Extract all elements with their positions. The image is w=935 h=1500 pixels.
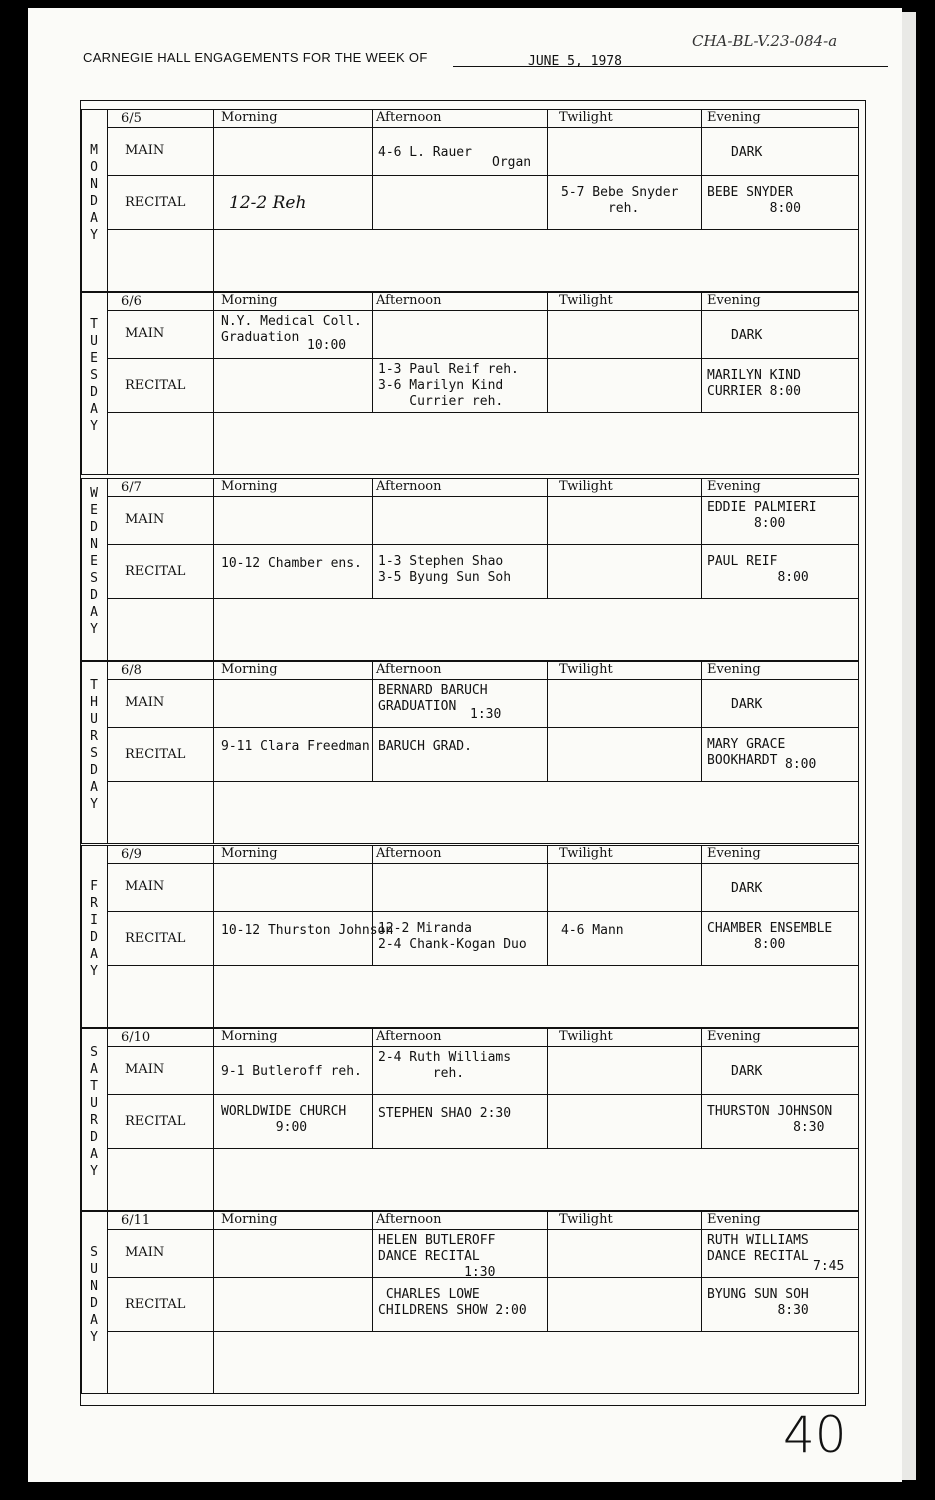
day-name-vertical — [81, 677, 107, 813]
day-letter: T — [90, 317, 98, 332]
day-letter: A — [90, 1061, 98, 1077]
day-letter: Y — [90, 1329, 98, 1345]
recital-row-line — [107, 412, 859, 413]
cell-recital-morning: 12-2 Reh — [229, 193, 307, 213]
day-name-vertical — [81, 485, 107, 638]
row-label-recital: RECITAL — [125, 747, 186, 762]
column-morning: Morning — [221, 479, 278, 494]
column-evening: Evening — [707, 846, 761, 861]
day-block — [81, 109, 859, 292]
day-letter: U — [90, 1261, 98, 1277]
column-twilight: Twilight — [559, 1212, 613, 1227]
day-letter: D — [90, 1295, 98, 1311]
day-letter: T — [90, 677, 98, 693]
day-letter: U — [90, 1095, 98, 1111]
day-name-vertical — [81, 142, 107, 244]
day-letter: S — [90, 745, 98, 761]
cell-main-afternoon: 2-4 Ruth Williams reh. — [378, 1050, 512, 1081]
day-block — [81, 292, 859, 475]
divider-days — [107, 292, 108, 475]
day-letter: A — [90, 1146, 98, 1162]
main-row-line — [107, 1094, 859, 1095]
day-letter: D — [90, 929, 98, 945]
cell-main-morning: N.Y. Medical Coll. Graduation — [221, 314, 362, 345]
divider-days — [107, 478, 108, 661]
cell-recital-twilight: 5-7 Bebe Snyder reh. — [561, 185, 679, 216]
column-twilight: Twilight — [559, 110, 613, 125]
divider-days — [107, 661, 108, 844]
header-row-line — [107, 1046, 859, 1047]
header-title: CARNEGIE HALL ENGAGEMENTS FOR THE WEEK OF — [83, 50, 428, 65]
header-row-line — [107, 310, 859, 311]
day-letter: D — [90, 588, 98, 603]
cell-recital-afternoon: STEPHEN SHAO 2:30 — [378, 1106, 512, 1121]
main-row-line — [107, 175, 859, 176]
cell-recital-twilight: 4-6 Mann — [561, 923, 624, 938]
cell-recital-afternoon: CHARLES LOWE CHILDRENS SHOW 2:00 — [378, 1287, 527, 1318]
day-date: 6/6 — [121, 294, 142, 309]
day-letter: U — [90, 711, 98, 727]
day-letter: H — [90, 694, 98, 710]
week-date: JUNE 5, 1978 — [528, 54, 622, 69]
row-label-main: MAIN — [125, 512, 165, 527]
main-row-line — [107, 358, 859, 359]
cell-main-evening: DARK — [731, 881, 763, 896]
cell-recital-morning: 10-12 Thurston Johnson — [221, 923, 394, 938]
day-letter: S — [90, 571, 98, 586]
day-letter: E — [90, 554, 98, 569]
divider-morning — [213, 1211, 214, 1394]
day-name-vertical — [81, 878, 107, 980]
column-morning: Morning — [221, 110, 278, 125]
day-letter: D — [90, 385, 98, 400]
day-date: 6/9 — [121, 847, 142, 862]
column-evening: Evening — [707, 479, 761, 494]
day-letter: R — [90, 1112, 98, 1128]
day-date: 6/8 — [121, 663, 142, 678]
schedule-grid — [80, 100, 866, 1406]
cell-recital-evening-time: 8:00 — [785, 757, 817, 772]
cell-recital-afternoon: 1-3 Paul Reif reh. 3-6 Marilyn Kind Currier reh. — [378, 362, 519, 409]
day-letter: Y — [90, 1163, 98, 1179]
column-morning: Morning — [221, 662, 278, 677]
row-label-main: MAIN — [125, 1245, 165, 1260]
document-page — [28, 8, 902, 1482]
day-block — [81, 478, 859, 661]
main-row-line — [107, 911, 859, 912]
row-label-main: MAIN — [125, 143, 165, 158]
recital-row-line — [107, 1331, 859, 1332]
cell-main-afternoon-note: Organ — [492, 155, 532, 170]
day-letter: E — [90, 351, 98, 366]
column-morning: Morning — [221, 1029, 278, 1044]
day-date: 6/5 — [121, 111, 142, 126]
column-afternoon: Afternoon — [376, 662, 442, 677]
day-letter: S — [90, 1244, 98, 1260]
cell-recital-evening: BEBE SNYDER 8:00 — [707, 185, 801, 216]
day-letter: E — [90, 503, 98, 518]
row-label-recital: RECITAL — [125, 1297, 186, 1312]
column-twilight: Twilight — [559, 293, 613, 308]
column-twilight: Twilight — [559, 479, 613, 494]
column-morning: Morning — [221, 846, 278, 861]
cell-main-afternoon: BERNARD BARUCH GRADUATION — [378, 683, 488, 714]
day-date: 6/7 — [121, 480, 142, 495]
column-afternoon: Afternoon — [376, 293, 442, 308]
divider-morning — [213, 661, 214, 844]
divider-days — [107, 1211, 108, 1394]
row-label-main: MAIN — [125, 879, 165, 894]
divider-days — [107, 109, 108, 292]
divider-morning — [213, 292, 214, 475]
column-evening: Evening — [707, 110, 761, 125]
cell-recital-afternoon: 1-3 Stephen Shao 3-5 Byung Sun Soh — [378, 554, 512, 585]
header-row-line — [107, 863, 859, 864]
day-letter: R — [90, 895, 98, 911]
row-label-recital: RECITAL — [125, 564, 186, 579]
divider-morning — [213, 478, 214, 661]
cell-recital-evening: MARILYN KIND CURRIER 8:00 — [707, 368, 801, 399]
day-letter: U — [90, 334, 98, 349]
day-letter: D — [90, 1129, 98, 1145]
cell-recital-afternoon: 12-2 Miranda 2-4 Chank-Kogan Duo — [378, 921, 527, 952]
day-letter: N — [90, 537, 98, 552]
main-row-line — [107, 544, 859, 545]
column-afternoon: Afternoon — [376, 479, 442, 494]
day-letter: Y — [90, 796, 98, 812]
recital-row-line — [107, 781, 859, 782]
row-label-main: MAIN — [125, 1062, 165, 1077]
divider-morning — [213, 109, 214, 292]
day-date: 6/11 — [121, 1213, 151, 1228]
day-name-vertical — [81, 316, 107, 435]
day-letter: N — [90, 1278, 98, 1294]
header-row-line — [107, 679, 859, 680]
day-letter: S — [90, 1044, 98, 1060]
column-morning: Morning — [221, 1212, 278, 1227]
day-letter: D — [90, 762, 98, 778]
day-letter: S — [90, 368, 98, 383]
column-morning: Morning — [221, 293, 278, 308]
day-letter: D — [90, 193, 98, 209]
column-afternoon: Afternoon — [376, 846, 442, 861]
day-date: 6/10 — [121, 1030, 151, 1045]
cell-recital-morning: 9-11 Clara Freedman — [221, 739, 370, 754]
cell-recital-morning: 10-12 Chamber ens. — [221, 556, 362, 571]
row-label-recital: RECITAL — [125, 195, 186, 210]
cell-main-afternoon-time: 1:30 — [470, 707, 502, 722]
recital-row-line — [107, 965, 859, 966]
day-letter: T — [90, 1078, 98, 1094]
cell-recital-evening: MARY GRACE BOOKHARDT — [707, 737, 786, 768]
day-letter: Y — [90, 227, 98, 243]
main-row-line — [107, 727, 859, 728]
cell-main-evening: DARK — [731, 1064, 763, 1079]
day-letter: Y — [90, 419, 98, 434]
day-letter: A — [90, 605, 98, 620]
day-letter: O — [90, 159, 98, 175]
day-letter: N — [90, 176, 98, 192]
recital-row-line — [107, 1148, 859, 1149]
page-number: 40 — [783, 1406, 847, 1464]
day-letter: A — [90, 210, 98, 226]
column-evening: Evening — [707, 293, 761, 308]
row-label-recital: RECITAL — [125, 931, 186, 946]
cell-recital-evening: BYUNG SUN SOH 8:30 — [707, 1287, 809, 1318]
column-afternoon: Afternoon — [376, 1212, 442, 1227]
divider-days — [107, 845, 108, 1028]
day-letter: D — [90, 520, 98, 535]
divider-morning — [213, 845, 214, 1028]
day-block — [81, 1211, 859, 1394]
column-evening: Evening — [707, 662, 761, 677]
archive-identifier: CHA-BL-V.23-084-a — [692, 32, 838, 50]
header-row-line — [107, 496, 859, 497]
cell-main-evening: EDDIE PALMIERI 8:00 — [707, 500, 817, 531]
day-letter: Y — [90, 622, 98, 637]
header-row-line — [107, 127, 859, 128]
cell-main-morning: 9-1 Butleroff reh. — [221, 1064, 362, 1079]
column-afternoon: Afternoon — [376, 110, 442, 125]
cell-main-evening-time: 7:45 — [813, 1259, 845, 1274]
day-name-vertical — [81, 1044, 107, 1180]
cell-main-evening: DARK — [731, 697, 763, 712]
day-letter: A — [90, 946, 98, 962]
cell-recital-evening: PAUL REIF 8:00 — [707, 554, 809, 585]
column-evening: Evening — [707, 1212, 761, 1227]
day-block — [81, 1028, 859, 1211]
row-label-main: MAIN — [125, 695, 165, 710]
row-label-recital: RECITAL — [125, 1114, 186, 1129]
column-evening: Evening — [707, 1029, 761, 1044]
day-letter: W — [90, 486, 98, 501]
column-twilight: Twilight — [559, 662, 613, 677]
column-twilight: Twilight — [559, 1029, 613, 1044]
cell-main-evening: DARK — [731, 328, 763, 343]
cell-recital-morning: WORLDWIDE CHURCH 9:00 — [221, 1104, 347, 1135]
day-letter: R — [90, 728, 98, 744]
day-letter: A — [90, 779, 98, 795]
cell-main-afternoon: HELEN BUTLEROFF DANCE RECITAL 1:30 — [378, 1233, 496, 1280]
day-letter: I — [90, 912, 98, 928]
row-label-main: MAIN — [125, 326, 165, 341]
cell-recital-evening: CHAMBER ENSEMBLE 8:00 — [707, 921, 833, 952]
day-name-vertical — [81, 1244, 107, 1346]
column-twilight: Twilight — [559, 846, 613, 861]
day-letter: F — [90, 878, 98, 894]
cell-main-evening: RUTH WILLIAMS DANCE RECITAL — [707, 1233, 809, 1264]
recital-row-line — [107, 598, 859, 599]
row-label-recital: RECITAL — [125, 378, 186, 393]
day-letter: A — [90, 1312, 98, 1328]
day-letter: A — [90, 402, 98, 417]
day-block — [81, 845, 859, 1028]
cell-recital-afternoon: BARUCH GRAD. — [378, 739, 472, 754]
day-letter: Y — [90, 963, 98, 979]
day-block — [81, 661, 859, 844]
cell-main-afternoon: 4-6 L. Rauer — [378, 145, 472, 160]
day-letter: M — [90, 142, 98, 158]
header-row-line — [107, 1229, 859, 1230]
cell-main-morning-time: 10:00 — [307, 338, 347, 353]
divider-morning — [213, 1028, 214, 1211]
cell-recital-evening: THURSTON JOHNSON 8:30 — [707, 1104, 833, 1135]
divider-days — [107, 1028, 108, 1211]
date-underline — [453, 66, 888, 67]
column-afternoon: Afternoon — [376, 1029, 442, 1044]
cell-main-evening: DARK — [731, 145, 763, 160]
recital-row-line — [107, 229, 859, 230]
